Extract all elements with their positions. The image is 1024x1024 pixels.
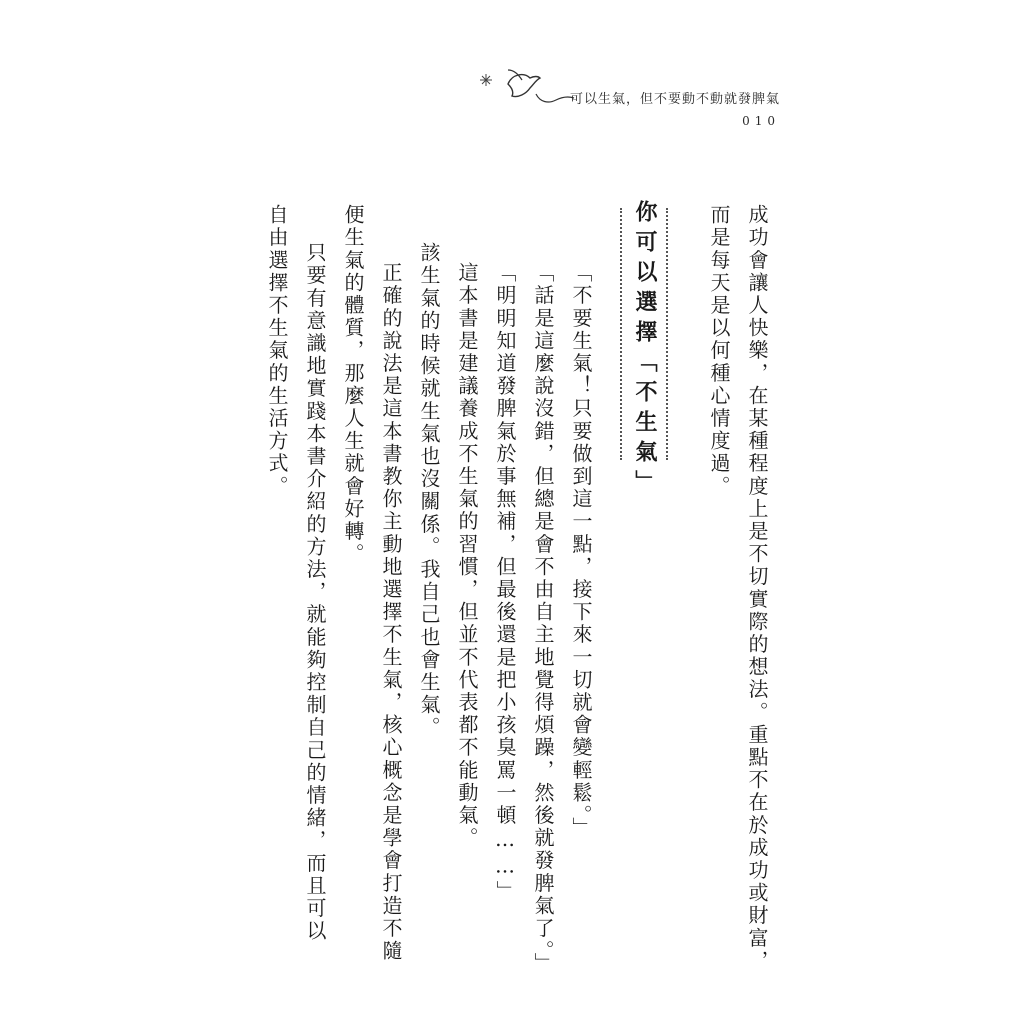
body-line: 該生氣的時候就生氣也沒關係。我自己也會生氣。 xyxy=(417,242,441,740)
section-heading: 你可以選擇「不生氣」 xyxy=(632,200,657,500)
quote-line: 「不要生氣！只要做到這一點，接下來一切就會變輕鬆。」 xyxy=(569,262,593,840)
heading-dotted-rule-left xyxy=(620,208,622,460)
body-line: 正確的說法是這本書教你主動地選擇不生氣，核心概念是學會打造不隨 xyxy=(379,262,403,963)
body-line: 便生氣的體質，那麼人生就會好轉。 xyxy=(341,204,365,566)
body-line: 成功會讓人快樂，在某種程度上是不切實際的想法。重點不在於成功或財富， xyxy=(745,204,769,973)
running-header-title: 可以生氣，但不要動不動就發脾氣 xyxy=(569,92,780,107)
body-line: 這本書是建議養成不生氣的習慣，但並不代表都不能動氣。 xyxy=(455,262,479,850)
quote-line: 「明明知道發脾氣於事無補，但最後還是把小孩臭罵一頓……」 xyxy=(493,262,517,903)
page-number: 010 xyxy=(742,114,780,128)
body-line: 自由選擇不生氣的生活方式。 xyxy=(265,204,289,498)
body-line: 而是每天是以何種心情度過。 xyxy=(707,204,731,498)
quote-line: 「話是這麼說沒錯，但總是會不由自主地覺得煩躁，然後就發脾氣了。」 xyxy=(531,262,555,976)
body-line: 只要有意識地實踐本書介紹的方法，就能夠控制自己的情緒，而且可以 xyxy=(303,242,327,943)
